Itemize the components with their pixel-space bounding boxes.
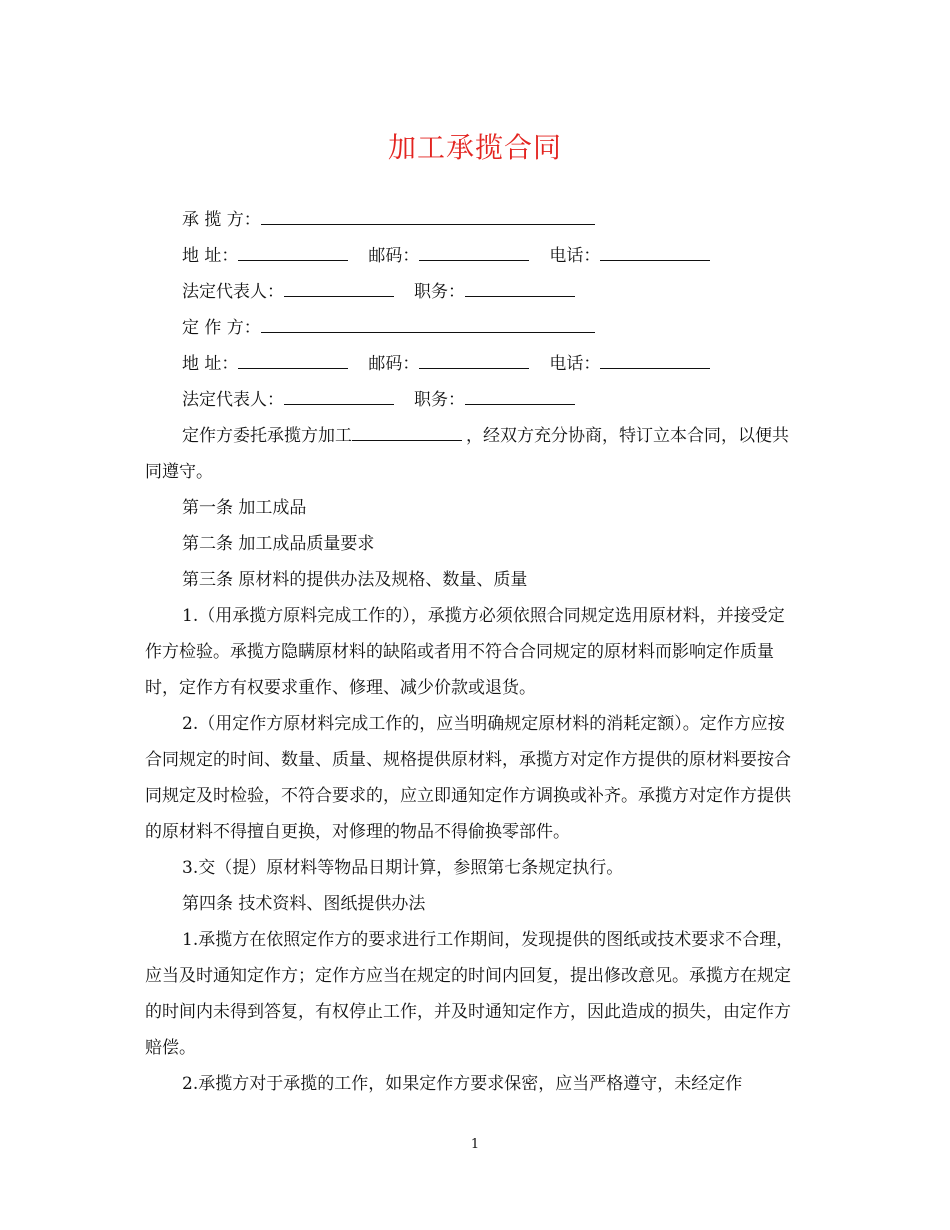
article-4-item-2: 2.承揽方对于承揽的工作，如果定作方要求保密，应当严格遵守，未经定作 [182, 1074, 743, 1094]
contractor-phone-blank [600, 238, 710, 261]
document-body [145, 202, 797, 1102]
article-3-item-3: 3.交（提）原材料等物品日期计算，参照第七条规定执行。 [182, 858, 624, 878]
intro-paragraph [145, 418, 797, 490]
postcode-label: 邮码： [368, 354, 420, 374]
address-label: 地 址： [182, 246, 239, 266]
processing-item-blank [352, 418, 462, 441]
client-line [145, 310, 797, 346]
client-address-line [145, 346, 797, 382]
contractor-name-blank [261, 202, 595, 225]
contractor-position-blank [465, 274, 575, 297]
article-3-item-1: 1.（用承揽方原料完成工作的），承揽方必须依照合同规定选用原材料，并接受定作方检验。承揽方隐瞒原材料的缺陷或者用不符合合同规定的原材料而影响定作质量时，定作方有权要求重作、修理、减少价款或退货。 [145, 606, 785, 698]
client-address-blank [238, 346, 348, 369]
article-3-heading: 第三条 原材料的提供办法及规格、数量、质量 [182, 570, 528, 590]
phone-label: 电话： [549, 246, 601, 266]
client-position-blank [465, 382, 575, 405]
client-label: 定 作 方： [182, 318, 261, 338]
article-4-heading: 第四条 技术资料、图纸提供办法 [182, 894, 426, 914]
article-3-item-2: 2.（用定作方原材料完成工作的，应当明确规定原材料的消耗定额）。定作方应按合同规定的时间、数量、质量、规格提供原材料，承揽方对定作方提供的原材料要按合同规定及时检验，不符合要求的，应立即通知定作方调换或补齐。承揽方对定作方提供的原材料不得擅自更换，对修理的物品不得偷换零部件。 [145, 714, 791, 842]
client-postcode-blank [419, 346, 529, 369]
contractor-legal-rep-blank [284, 274, 394, 297]
legal-rep-label: 法定代表人： [182, 390, 284, 410]
document-title: 加工承揽合同 [387, 131, 562, 164]
intro-text-after-blank: ，经双方充分协商，特订立本合同，以便共同遵守。 [145, 426, 789, 482]
postcode-label: 邮码： [368, 246, 420, 266]
article-1-heading: 第一条 加工成品 [182, 498, 307, 518]
position-label: 职务： [414, 390, 465, 410]
client-name-blank [261, 310, 595, 333]
client-legal-rep-blank [284, 382, 394, 405]
contractor-legal-rep-line [145, 274, 797, 310]
phone-label: 电话： [549, 354, 601, 374]
contractor-address-line [145, 238, 797, 274]
article-4-item-1: 1.承揽方在依照定作方的要求进行工作期间，发现提供的图纸或技术要求不合理，应当及时通知定作方；定作方应当在规定的时间内回复，提出修改意见。承揽方在规定的时间内未得到答复，有权停止工作，并及时通知定作方，因此造成的损失，由定作方赔偿。 [145, 930, 794, 1058]
page-number: 1 [470, 1137, 480, 1152]
contractor-line [145, 202, 797, 238]
position-label: 职务： [414, 282, 465, 302]
client-legal-rep-line [145, 382, 797, 418]
contractor-postcode-blank [419, 238, 529, 261]
contractor-label: 承 揽 方： [182, 210, 261, 230]
contractor-address-blank [238, 238, 348, 261]
client-phone-blank [600, 346, 710, 369]
intro-text-before-blank: 定作方委托承揽方加工 [182, 426, 352, 446]
legal-rep-label: 法定代表人： [182, 282, 284, 302]
address-label: 地 址： [182, 354, 239, 374]
article-2-heading: 第二条 加工成品质量要求 [182, 534, 375, 554]
